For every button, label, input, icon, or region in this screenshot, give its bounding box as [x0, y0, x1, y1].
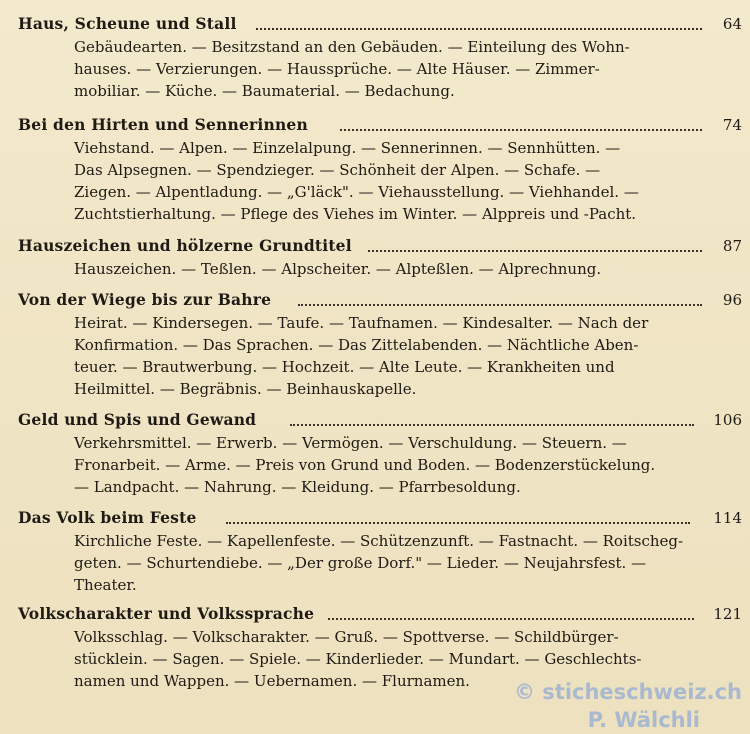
toc-entry-feste [18, 508, 742, 596]
watermark-author: P. Wälchli [587, 708, 700, 732]
toc-entry-volkscharakter [18, 604, 742, 692]
topic-line: mobiliar. — Küche. — Baumaterial. — Bedachung. [74, 82, 455, 100]
toc-page-number: 64 [722, 15, 742, 33]
watermark-copyright: © sticheschweiz.ch [513, 680, 742, 704]
topic-line: Kirchliche Feste. — Kapellenfeste. — Schützenzunft. — Fastnacht. — Roitscheg- [74, 532, 684, 550]
topic-line: Ziegen. — Alpentladung. — „G'läck". — Viehausstellung. — Viehhandel. — [74, 183, 639, 201]
topic-line: Viehstand. — Alpen. — Einzelalpung. — Sennerinnen. — Sennhütten. — [74, 139, 621, 157]
topic-line: hauses. — Verzierungen. — Haussprüche. — Alte Häuser. — Zimmer- [74, 60, 600, 78]
toc-entry-title: Volkscharakter und Volkssprache [18, 604, 315, 623]
toc-entry-title: Von der Wiege bis zur Bahre [18, 290, 272, 309]
toc-page-number: 74 [722, 116, 742, 134]
dot-leader [328, 618, 694, 620]
topic-line: Fronarbeit. — Arme. — Preis von Grund und Boden. — Bodenzerstückelung. [74, 456, 656, 474]
toc-entry-topics [74, 137, 690, 225]
topic-line: Konfirmation. — Das Sprachen. — Das Zittelabenden. — Nächtliche Aben- [74, 336, 639, 354]
toc-entry-hirten [18, 115, 742, 225]
toc-page-number: 106 [713, 411, 742, 429]
toc-entry-title: Das Volk beim Feste [18, 508, 197, 527]
toc-entry-topics [74, 530, 690, 596]
toc-entry-title: Geld und Spis und Gewand [18, 410, 257, 429]
toc-entry-title: Hauszeichen und hölzerne Grundtitel [18, 236, 352, 255]
toc-page-number: 87 [722, 237, 742, 255]
toc-entry-topics [74, 432, 690, 498]
dot-leader [368, 250, 702, 252]
toc-entry-topics [74, 312, 690, 400]
toc-entry-topics [74, 36, 690, 102]
topic-line: Theater. [74, 576, 137, 594]
topic-line: Hauszeichen. — Teßlen. — Alpscheiter. — Alpteßlen. — Alprechnung. [74, 260, 602, 278]
toc-entry-topics [74, 258, 690, 280]
topic-line: Gebäudearten. — Besitzstand an den Gebäuden. — Einteilung des Wohn- [74, 38, 630, 56]
topic-line: — Landpacht. — Nahrung. — Kleidung. — Pfarrbesoldung. [74, 478, 521, 496]
toc-entry-title: Haus, Scheune und Stall [18, 14, 237, 33]
topic-line: Volksschlag. — Volkscharakter. — Gruß. — Spottverse. — Schildbürger- [74, 628, 619, 646]
toc-page-number: 121 [713, 605, 742, 623]
topic-line: teuer. — Brautwerbung. — Hochzeit. — Alte Leute. — Krankheiten und [74, 358, 615, 376]
toc-page-number: 114 [713, 509, 742, 527]
dot-leader [226, 522, 690, 524]
toc-entry-geld [18, 410, 742, 498]
topic-line: Zuchtstierhaltung. — Pflege des Viehes im Winter. — Alppreis und -Pacht. [74, 205, 637, 223]
dot-leader [340, 129, 702, 131]
toc-entry-haus [18, 14, 742, 102]
topic-line: Das Alpsegnen. — Spendzieger. — Schönheit der Alpen. — Schafe. — [74, 161, 601, 179]
topic-line: Heilmittel. — Begräbnis. — Beinhauskapelle. [74, 380, 417, 398]
topic-line: namen und Wappen. — Uebernamen. — Flurnamen. [74, 672, 470, 690]
toc-entry-hauszeichen [18, 236, 742, 280]
dot-leader [290, 424, 694, 426]
topic-line: geten. — Schurtendiebe. — „Der große Dorf." — Lieder. — Neujahrsfest. — [74, 554, 647, 572]
dot-leader [298, 304, 702, 306]
toc-entry-title: Bei den Hirten und Sennerinnen [18, 115, 308, 134]
dot-leader [256, 28, 702, 30]
toc-page-number: 96 [722, 291, 742, 309]
topic-line: Heirat. — Kindersegen. — Taufe. — Taufnamen. — Kindesalter. — Nach der [74, 314, 649, 332]
toc-entry-wiege [18, 290, 742, 400]
topic-line: stücklein. — Sagen. — Spiele. — Kinderlieder. — Mundart. — Geschlechts- [74, 650, 642, 668]
topic-line: Verkehrsmittel. — Erwerb. — Vermögen. — Verschuldung. — Steuern. — [74, 434, 627, 452]
